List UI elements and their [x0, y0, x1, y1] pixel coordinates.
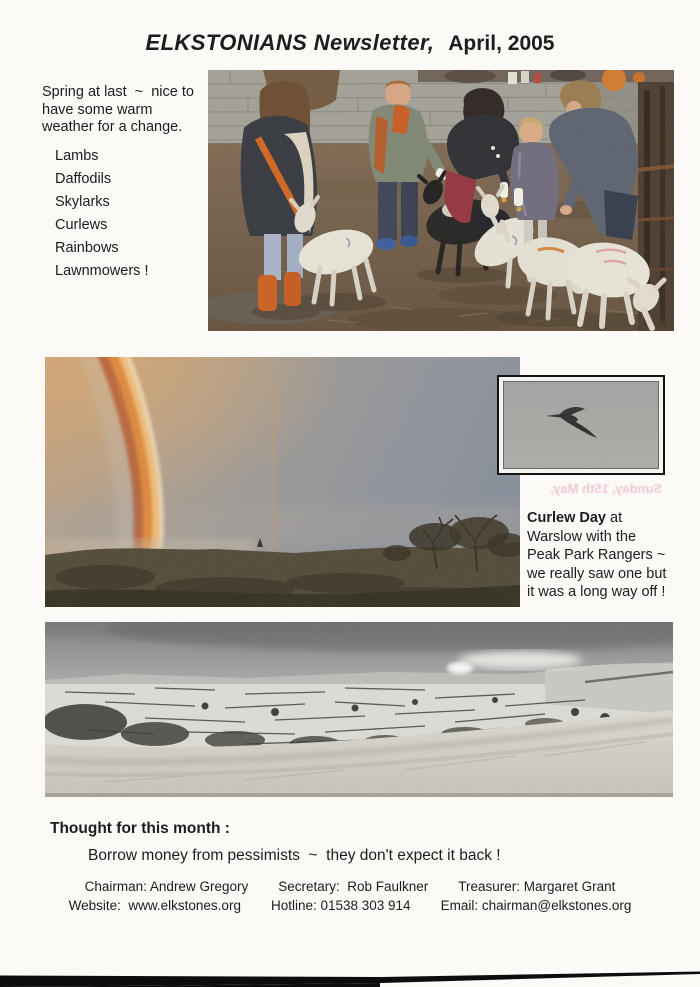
intro-column [42, 84, 218, 281]
footer-contacts [0, 879, 700, 894]
newsletter-date: April, 2005 [448, 32, 555, 55]
showthrough-text: Sunday, 15th May, [550, 481, 662, 496]
photo-snow-valley [45, 622, 673, 797]
footer-details [0, 898, 700, 913]
footer-secretary: Secretary: Rob Faulkner [278, 879, 429, 894]
intro-list-item: Rainbows [55, 239, 119, 256]
intro-list-item: Skylarks [55, 193, 110, 210]
curlew-caption-line: Warslow with the [527, 528, 637, 545]
intro-list-item: Lawnmowers ! [55, 262, 149, 279]
curlew-caption-line: Curlew Day at [527, 510, 623, 526]
curlew-caption-line: we really saw one but [527, 565, 667, 582]
intro-paragraph-line: Spring at last ~ nice to [42, 84, 194, 100]
newsletter-name: ELKSTONIANS Newsletter, [145, 30, 435, 55]
curlew-caption-line: it was a long way off ! [527, 584, 666, 600]
scan-edge-band [0, 970, 700, 987]
curlew-caption [527, 509, 700, 602]
footer [0, 879, 700, 916]
intro-paragraph-line: have some warm [42, 101, 153, 118]
intro-paragraph [42, 84, 218, 137]
curlew-caption-line: Peak Park Rangers ~ [527, 547, 666, 563]
photo-curlew-inset [497, 375, 665, 475]
footer-hotline: Hotline: 01538 303 914 [270, 897, 411, 913]
intro-list [42, 143, 218, 281]
photo-lamb-feeding [208, 70, 674, 331]
footer-chairman: Chairman: Andrew Gregory [84, 879, 249, 894]
photo-rainbow [45, 357, 520, 607]
page-title [0, 30, 700, 56]
footer-email: Email: chairman@elkstones.org [440, 897, 632, 913]
thought-body: Borrow money from pessimists ~ they don't expect it back ! [88, 847, 501, 864]
footer-treasurer: Treasurer: Margaret Grant [458, 879, 616, 894]
curlew-caption-bold: Curlew Day [527, 510, 606, 526]
intro-list-item: Daffodils [55, 170, 112, 187]
intro-paragraph-line: weather for a change. [42, 119, 183, 135]
intro-list-item: Curlews [55, 216, 108, 233]
intro-list-item: Lambs [55, 147, 99, 164]
footer-website: Website: www.elkstones.org [68, 897, 241, 913]
thought-heading: Thought for this month : [50, 820, 230, 837]
